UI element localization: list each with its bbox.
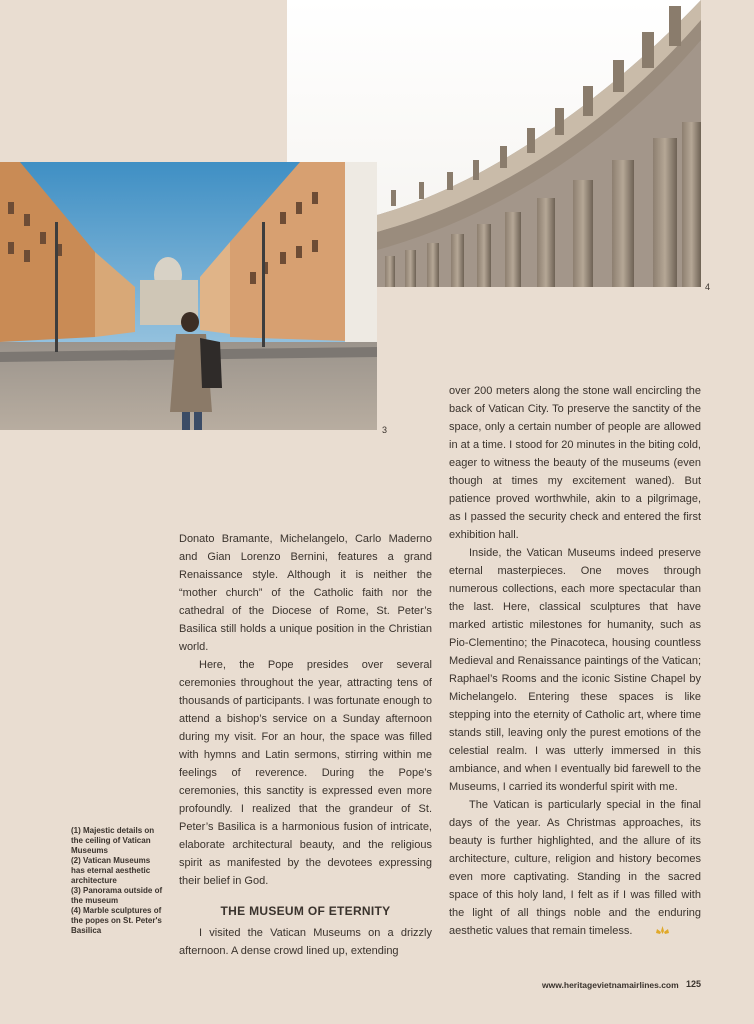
footer-url[interactable]: www.heritagevietnamairlines.com xyxy=(542,980,679,990)
left-text-column xyxy=(179,530,432,960)
paragraph: over 200 meters along the stone wall encircling the back of Vatican City. To preserve the sanctity of the space, only a certain number of people are allowed in at a time. I stood for 20 minutes in the biting cold, eager to witness the beauty of the museums (even though at times my excitement waned). But patience proved worthwhile, akin to a pilgrimage, as I passed the security check and entered the first exhibition hall. xyxy=(449,385,701,541)
caption: (4) Marble sculptures of the popes on St. Peter's Basilica xyxy=(71,906,162,935)
street-photo xyxy=(0,162,377,430)
figure-number-4: 4 xyxy=(705,282,711,292)
paragraph: Donato Bramante, Michelangelo, Carlo Maderno and Gian Lorenzo Bernini, features a grand Renaissance style. Although it is neither the “mother church” of the Catholic faith nor the cathedral of the Diocese of Rome, St. Peter’s Basilica still holds a unique position in the Christian world. xyxy=(179,533,432,653)
figure-number-3: 3 xyxy=(382,425,388,435)
caption: (3) Panorama outside of the museum xyxy=(71,886,163,905)
section-heading: THE MUSEUM OF ETERNITY xyxy=(220,904,391,918)
paragraph-text: The Vatican is particularly special in the final days of the year. As Christmas approaches, its beauty is further highlighted, and the allure of its architecture, culture, religion and history becomes even more captivating. Standing in the sacred space of this holy land, I felt as if I was filled with the light of all things noble and the enduring aesthetic values that remain timeless. xyxy=(449,799,701,937)
caption: (2) Vatican Museums has eternal aesthetic architecture xyxy=(71,856,151,885)
page-number: 125 xyxy=(686,979,702,989)
photo-captions xyxy=(71,826,163,936)
lotus-end-icon xyxy=(636,922,669,940)
paragraph-final xyxy=(449,796,701,940)
paragraph: I visited the Vatican Museums on a drizzly afternoon. A dense crowd lined up, extending xyxy=(179,927,432,957)
caption: (1) Majestic details on the ceiling of Vatican Museums xyxy=(71,826,155,855)
paragraph: Here, the Pope presides over several ceremonies throughout the year, attracting tens of thousands of participants. I was fortunate enough to attend a bishop’s service on a Sunday afternoon during my visit. For an hour, the space was filled with hymns and Latin sermons, stirring within me feelings of reverence. During the Pope’s ceremonies, this sanctity is expressed even more profoundly. I realized that the grandeur of St. Peter’s Basilica is a harmonious fusion of intricate, elaborate architectural beauty, and the religious spirit as manifested by the devotees expressing their belief in God. xyxy=(179,659,432,887)
right-text-column xyxy=(449,382,701,940)
paragraph: Inside, the Vatican Museums indeed preserve eternal masterpieces. One moves through numerous collections, each more spectacular than the last. Here, classical sculptures that have marked artistic milestones for humanity, such as Pio-Clementino; the Pinacoteca, housing countless Medieval and Renaissance paintings of the Vatican; Raphael’s Rooms and the iconic Sistine Chapel by Michelangelo. Entering these spaces is like stepping into the eternity of Catholic art, where time stands still, leaving only the purest emotions of the celestial realm. I was utterly immersed in this ambiance, and when I eventually bid farewell to the Museums, I carried its wonderful spirit with me. xyxy=(449,547,701,793)
